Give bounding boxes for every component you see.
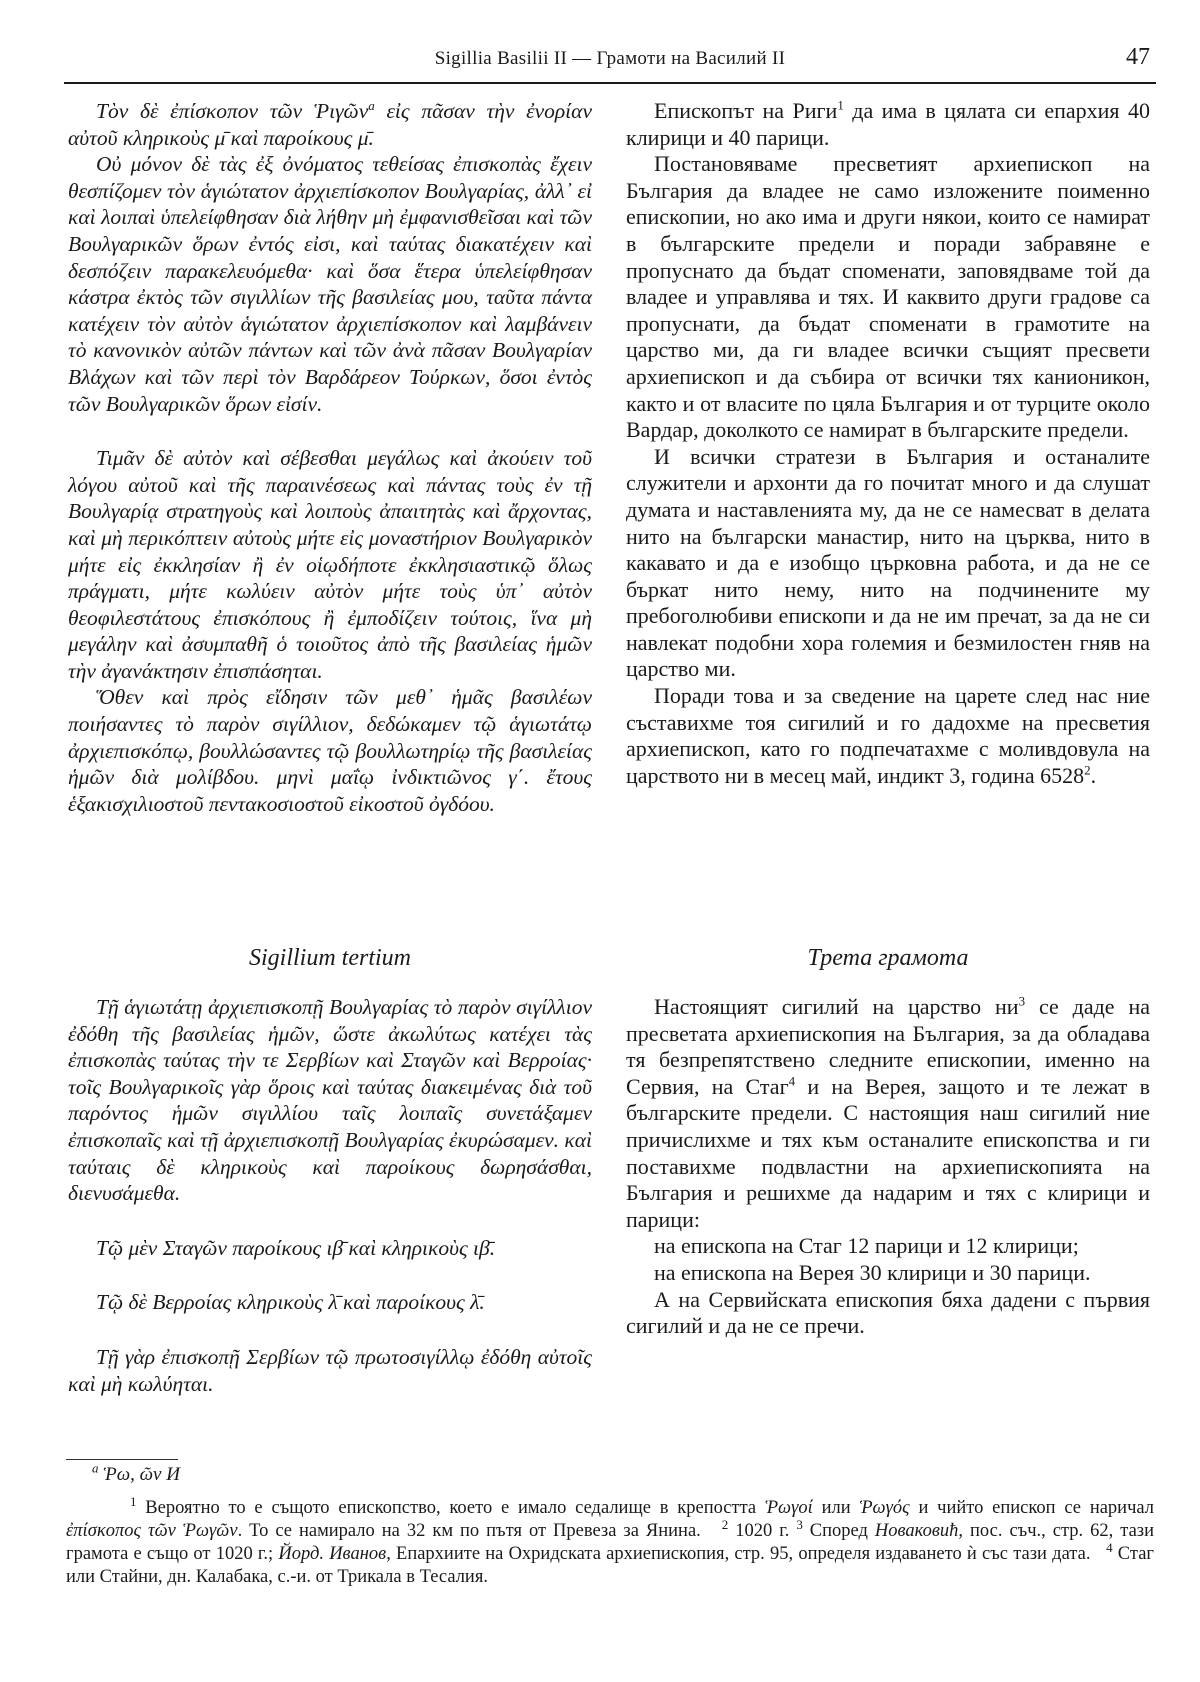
greek-paragraph: Τῇ γὰρ ἐπισκοπῇ Σερβίων τῷ πρωτοσιγίλλῳ ἐδόθη αὐτοῖς καὶ μὴ κωλύηται. (68, 1344, 592, 1396)
footnotes (66, 1493, 1154, 1589)
greek-paragraph: Τῷ δὲ Βερροίας κληρικοὺς λ̄ καὶ παροίκους λ̄. (96, 1290, 485, 1315)
running-title: Sigillia Basilii II — Грамоти на Василий II (434, 48, 786, 69)
footnote-text: $^1$ Вероятно то е същото епископство, което е имало седалище в крепостта Ῥωγοί или Ῥωγός и чийто епископ се наричал ἐπίσκοπος τῶν Ῥωγῶν. То се намирало на 32 км по пътя от Превеза за Янина. $^2$ 1020 г. $^3$ Според Новаковић, пос. съч., стр. 62, тази грамота е също от 1020 г.; Йорд. Иванов, Епархиите на Охридската архиепископия, стр. 95, определя издаването ѝ със тази дата. $^4$ Стаг или Стайни, дн. Калабака, с.-и. от Трикала в Тесалия. (66, 1493, 1154, 1587)
bulgarian-paragraph: А на Сервийската епископия бяха дадени с първия сигилий и да не се пречи. (626, 1286, 1150, 1339)
greek-text-column-top (68, 98, 592, 817)
bulgarian-paragraph: Поради това и за сведение на царете след нас ние съставихме тоя сигилий и го дадохме на пресветия архиепископ, като го подпечатахме с моливдовула на царството ни в месец май, индикт 3, година 6528$^2$. (626, 683, 1150, 788)
bulgarian-paragraph: на епископа на Стаг 12 парици и 12 клирици; (654, 1233, 1079, 1259)
bulgarian-paragraph: на епископа на Верея 30 клирици и 30 парици. (654, 1259, 1091, 1285)
bulgarian-paragraph: Епископът на Риги$^1$ да има в цялата си епархия 40 клирици и 40 парици. (626, 97, 1150, 150)
bulgarian-section-title: Трета грамота (807, 945, 969, 971)
greek-paragraph: Οὐ μόνον δὲ τὰς ἐξ ὀνόματος τεθείσας ἐπισκοπὰς ἔχειν θεσπίζομεν τὸν ἁγιώτατον ἀρχιεπίσκοπον Βουλγαρίας, ἀλλ᾽ εἰ καὶ λοιπαὶ ὑπελείφθησαν διὰ λήθην μὴ ἐμφανισθεῖσαι καὶ τῶν Βουλγαρικῶν ὅρων ἐντός εἰσι, καὶ ταύτας διακατέχειν καὶ δεσπόζειν παρακελευόμεθα· καὶ ὅσα ἕτερα ὑπελείφθησαν κάστρα ἐκτὸς τῶν σιγιλλίων τῆς βασιλείας μου, ταῦτα πάντα κατέχειν τὸν αὐτὸν ἁγιώτατον ἀρχιεπίσκοπον καὶ λαμβάνειν τὸ κανονικὸν αὐτῶν πάντων καὶ τῶν ἀνὰ πᾶσαν Βουλγαρίαν Βλάχων καὶ τῶν περὶ τὸν Βαρδάρεον Τούρκων, ὅσοι ἐντὸς τῶν Βουλγαρικῶν ὅρων εἰσίν. (68, 152, 592, 416)
greek-paragraph: Τῇ ἁγιωτάτῃ ἀρχιεπισκοπῇ Βουλγαρίας τὸ παρὸν σιγίλλιον ἐδόθη τῆς βασιλείας ἡμῶν, ὥστε ἀκωλύτως κατέχει τὰς ἐπισκοπὰς ταύτας τὴν τε Σερβίων καὶ Σταγῶν καὶ Βερροίας· τοῖς Βουλγαρικοῖς γὰρ ὅροις καὶ ταύτας διακειμένας διὰ τοῦ παρόντος ἡμῶν σιγιλλίου ταῖς λοιπαῖς συνετάξαμεν ἐπισκοπαῖς καὶ τῇ ἀρχιεπισκοπῇ Βουλγαρίας ἐκυρώσαμεν. καὶ ταύταις δὲ κληρικοὺς καὶ παροίκους δωρησάσθαι, διενυσάμεθα. (68, 995, 592, 1206)
greek-paragraph: Τὸν δὲ ἐπίσκοπον τῶν Ῥιγῶν$^a$ εἰς πᾶσαν τὴν ἐνορίαν αὐτοῦ κληρικοὺς μ̄ καὶ παροίκους μ̄. (68, 97, 592, 150)
page-number: 47 (1126, 44, 1150, 70)
greek-paragraph: Τιμᾶν δὲ αὐτὸν καὶ σέβεσθαι μεγάλως καὶ ἀκούειν τοῦ λόγου αὐτοῦ καὶ τῆς παραινέσεως καὶ πάντας τοὺς ἐν τῇ Βουλγαρίᾳ στρατηγοὺς καὶ λοιποὺς ἀπαιτητὰς καὶ ἄρχοντας, καὶ μὴ περικόπτειν αὐτοὺς μήτε εἰς μοναστήριον Βουλγαρικὸν μήτε εἰς ἐκκλησίαν ἢ ἐν οἱῳδήποτε ἐκκλησιαστικῷ ὅλως πράγματι, μήτε κωλύειν αὐτὸν μήτε τοὺς ὑπ᾽ αὐτὸν θεοφιλεστάτους ἐπισκόπους ἢ ἐμποδίζειν τούτοις, ἵνα μὴ μεγάλην καὶ ἀσυμπαθῆ ὁ τοιοῦτος ἀπὸ τῆς βασιλείας ἡμῶν τὴν ἀγανάκτησιν ἐπισπάσηται. (68, 446, 592, 683)
greek-paragraph: Ὅθεν καὶ πρὸς εἴδησιν τῶν μεθ᾽ ἡμᾶς βασιλέων ποιήσαντες τὸ παρὸν σιγίλλιον, δεδώκαμεν τῷ ἁγιωτάτῳ ἀρχιεπισκόπῳ, βουλλώσαντες τῷ βουλλωτηρίῳ τῆς βασιλείας ἡμῶν διὰ μολίβδου. μηνὶ μαΐῳ ἰνδικτιῶνος γ΄. ἔτους ἑξακισχιλιοστοῦ πεντακοσιοστοῦ εἰκοστοῦ ὀγδόου. (68, 685, 592, 816)
greek-paragraph: Τῷ μὲν Σταγῶν παροίκους ιβ̄ καὶ κληρικοὺς ιβ̄. (96, 1235, 496, 1260)
bulgarian-paragraph: И всички стратези в България и останалите служители и архонти да го почитат много и да слушат думата и наставленията му, да не се намесват в делата нито на български манастир, нито на църква, нито в какавато и да е изобщо църковна работа, и да не се бъркат нито нему, нито на подчинените му пребоголюбиви епископи и да не им пречат, за да не си навлекат подобни хора големия и безмилостен гняв на царство ми. (626, 443, 1150, 682)
bulgarian-paragraph: Постановяваме пресветият архиепископ на България да владее не само изложените поименно епископии, но ако има и други някои, които се намират в българските предели и поради забравяне е пропуснато да бъдат споменати, заповядваме той да владее и управлява и тях. И каквито други градове са пропуснати, да бъдат споменати в грамотите на царство ми, да ги владее всички същият пресвети архиепископ и да събира от всички тях канионикон, както и от власите по цяла България и от турците около Вардар, доколкото се намират в българските предели. (626, 151, 1150, 443)
bulgarian-paragraph: Настоящият сигилий на царство $ни^3$ се даде на пресветата архиепископия на България, за да обладава тя безпрепятствено следните епископии, именно на Сервия, на Стаг$^4$ и на Верея, защото и те лежат в българските предели. С настоящия наш сигилий ние причислихме и тях към останалите епископства и ги поставихме подвластни на архиепископията на България и решихме да надарим и тях с клирици и парици: (626, 993, 1150, 1232)
apparatus-note: $^a$ Ῥω, ῶν И (92, 1460, 180, 1485)
bulgarian-text-column-bottom (626, 994, 1150, 1340)
bulgarian-text-column-top (626, 98, 1150, 789)
running-header (64, 42, 1156, 84)
greek-text-column-bottom (68, 994, 592, 1397)
greek-section-title: Sigillium tertium (249, 945, 411, 971)
footnote-rule (66, 1459, 178, 1460)
